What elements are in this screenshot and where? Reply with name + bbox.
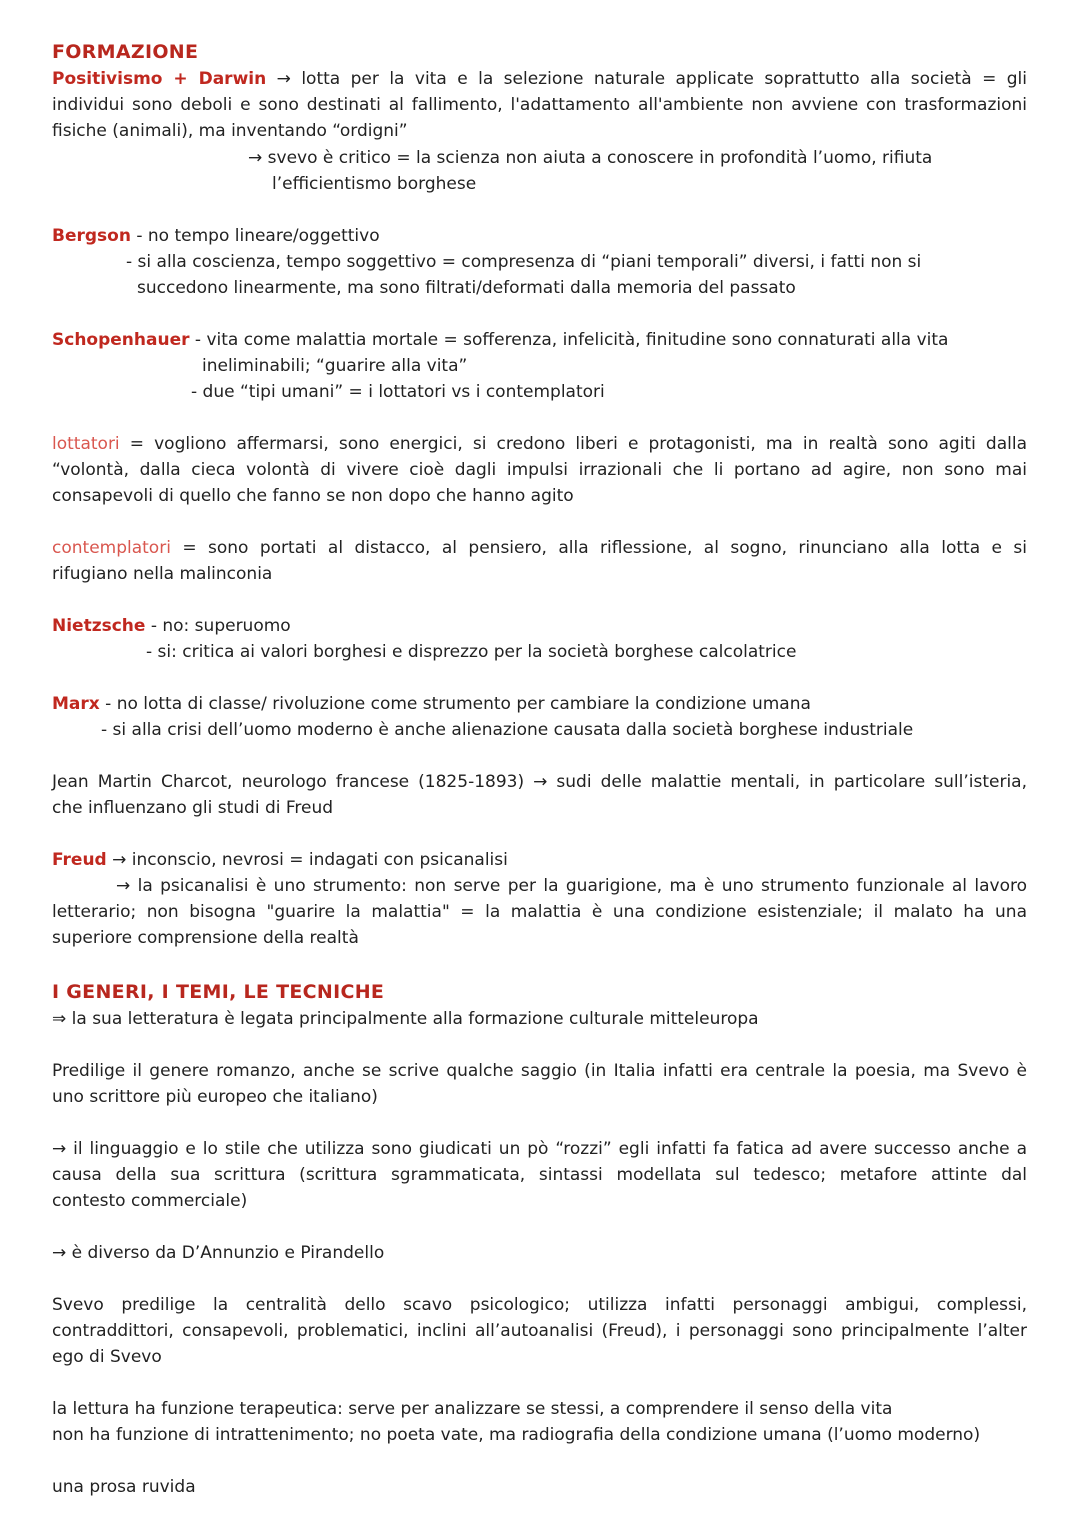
freud-text-1: → inconscio, nevrosi = indagati con psicanalisi [106, 850, 508, 870]
nietzsche-text-1: - no: superuomo [145, 616, 291, 636]
contemplatori-text-1: = sono portati al distacco, al pensiero, alla riflessione, al sogno, rinunciano alla lotta e si [170, 538, 1027, 558]
bergson-text-1: - no tempo lineare/oggettivo [130, 226, 380, 246]
contemplatori-line-1 [52, 535, 1027, 561]
generi-p3-line-1: → il linguaggio e lo stile che utilizza sono giudicati un pò “rozzi” egli infatti fa fatica ad avere successo anche a [52, 1139, 1027, 1159]
keyword-marx: Marx [52, 694, 100, 714]
keyword-contemplatori: contemplatori [52, 538, 171, 558]
generi-p6-line-1: la lettura ha funzione terapeutica: serve per analizzare se stessi, a comprendere il senso della vita [52, 1399, 893, 1419]
schopenhauer-text-1: - vita come malattia mortale = sofferenza, infelicità, finitudine sono connaturati alla vita [189, 330, 949, 350]
generi-p3-line-3: contesto commerciale) [52, 1191, 248, 1211]
darwin-line-4: → svevo è critico = la scienza non aiuta a conoscere in profondità l’uomo, rifiuta [248, 148, 933, 168]
generi-p1: ⇒ la sua letteratura è legata principalmente alla formazione culturale mitteleuropa [52, 1009, 759, 1029]
keyword-darwin: Positivismo + Darwin [52, 69, 267, 89]
generi-p5-line-2: contraddittori, consapevoli, problematici, inclini all’autoanalisi (Freud), i personaggi sono principalmente l’alter [52, 1321, 1027, 1341]
generi-p3-line-2: causa della sua scrittura (scrittura sgrammaticata, sintassi modellata sul tedesco; metafore attinte dal [52, 1165, 1027, 1185]
lottatori-line-2: “volontà, dalla cieca volontà di vivere cioè dagli impulsi irrazionali che li portano ad agire, non sono mai [52, 460, 1027, 480]
lottatori-text-1: = vogliono affermarsi, sono energici, si credono liberi e protagonisti, ma in realtà sono agiti dalla [119, 434, 1027, 454]
generi-p4: → è diverso da D’Annunzio e Pirandello [52, 1243, 385, 1263]
schopenhauer-line-1 [52, 327, 948, 353]
marx-line-1 [52, 691, 811, 717]
charcot-line-2: che influenzano gli studi di Freud [52, 798, 334, 818]
lottatori-line-1 [52, 431, 1027, 457]
generi-p2-line-1: Predilige il genere romanzo, anche se scrive qualche saggio (in Italia infatti era centrale la poesia, ma Svevo è [52, 1061, 1027, 1081]
bergson-line-3: succedono linearmente, ma sono filtrati/deformati dalla memoria del passato [137, 278, 796, 298]
schopenhauer-line-3: - due “tipi umani” = i lottatori vs i contemplatori [191, 382, 605, 402]
darwin-line-1 [52, 66, 1027, 92]
generi-p5-line-3: ego di Svevo [52, 1347, 162, 1367]
keyword-freud: Freud [52, 850, 107, 870]
nietzsche-line-1 [52, 613, 291, 639]
lottatori-line-3: consapevoli di quello che fanno se non dopo che hanno agito [52, 486, 574, 506]
freud-line-3: letterario; non bisogna "guarire la malattia" = la malattia è una condizione esistenziale; il malato ha una [52, 902, 1027, 922]
bergson-line-1 [52, 223, 380, 249]
darwin-line-3: fisiche (animali), ma inventando “ordigni” [52, 121, 408, 141]
charcot-line-1: Jean Martin Charcot, neurologo francese (1825-1893) → sudi delle malattie mentali, in particolare sull’isteria, [52, 772, 1027, 792]
darwin-line-5: l’efficientismo borghese [272, 174, 477, 194]
section-heading-formazione: FORMAZIONE [52, 41, 199, 63]
marx-line-2: - si alla crisi dell’uomo moderno è anche alienazione causata dalla società borghese industriale [101, 720, 914, 740]
marx-text-1: - no lotta di classe/ rivoluzione come strumento per cambiare la condizione umana [99, 694, 811, 714]
schopenhauer-line-2: ineliminabili; “guarire alla vita” [202, 356, 468, 376]
freud-line-1 [52, 847, 508, 873]
freud-line-2: → la psicanalisi è uno strumento: non serve per la guarigione, ma è uno strumento funzionale al lavoro [116, 876, 1027, 896]
darwin-text-1: → lotta per la vita e la selezione naturale applicate soprattutto alla società = gli [276, 69, 1027, 89]
generi-p5-line-1: Svevo predilige la centralità dello scavo psicologico; utilizza infatti personaggi ambigui, complessi, [52, 1295, 1027, 1315]
darwin-line-2: individui sono deboli e sono destinati al fallimento, l'adattamento all'ambiente non avviene con trasformazioni [52, 95, 1027, 115]
bergson-line-2: - si alla coscienza, tempo soggettivo = compresenza di “piani temporali” diversi, i fatti non si [126, 252, 922, 272]
freud-line-4: superiore comprensione della realtà [52, 928, 359, 948]
nietzsche-line-2: - si: critica ai valori borghesi e disprezzo per la società borghese calcolatrice [146, 642, 797, 662]
section-heading-generi: I GENERI, I TEMI, LE TECNICHE [52, 981, 385, 1003]
keyword-lottatori: lottatori [52, 434, 120, 454]
generi-p7: una prosa ruvida [52, 1477, 196, 1497]
keyword-bergson: Bergson [52, 226, 131, 246]
contemplatori-line-2: rifugiano nella malinconia [52, 564, 273, 584]
generi-p6-line-2: non ha funzione di intrattenimento; no poeta vate, ma radiografia della condizione umana (l’uomo moderno) [52, 1425, 981, 1445]
keyword-nietzsche: Nietzsche [52, 616, 146, 636]
keyword-schopenhauer: Schopenhauer [52, 330, 190, 350]
generi-p2-line-2: uno scrittore più europeo che italiano) [52, 1087, 378, 1107]
